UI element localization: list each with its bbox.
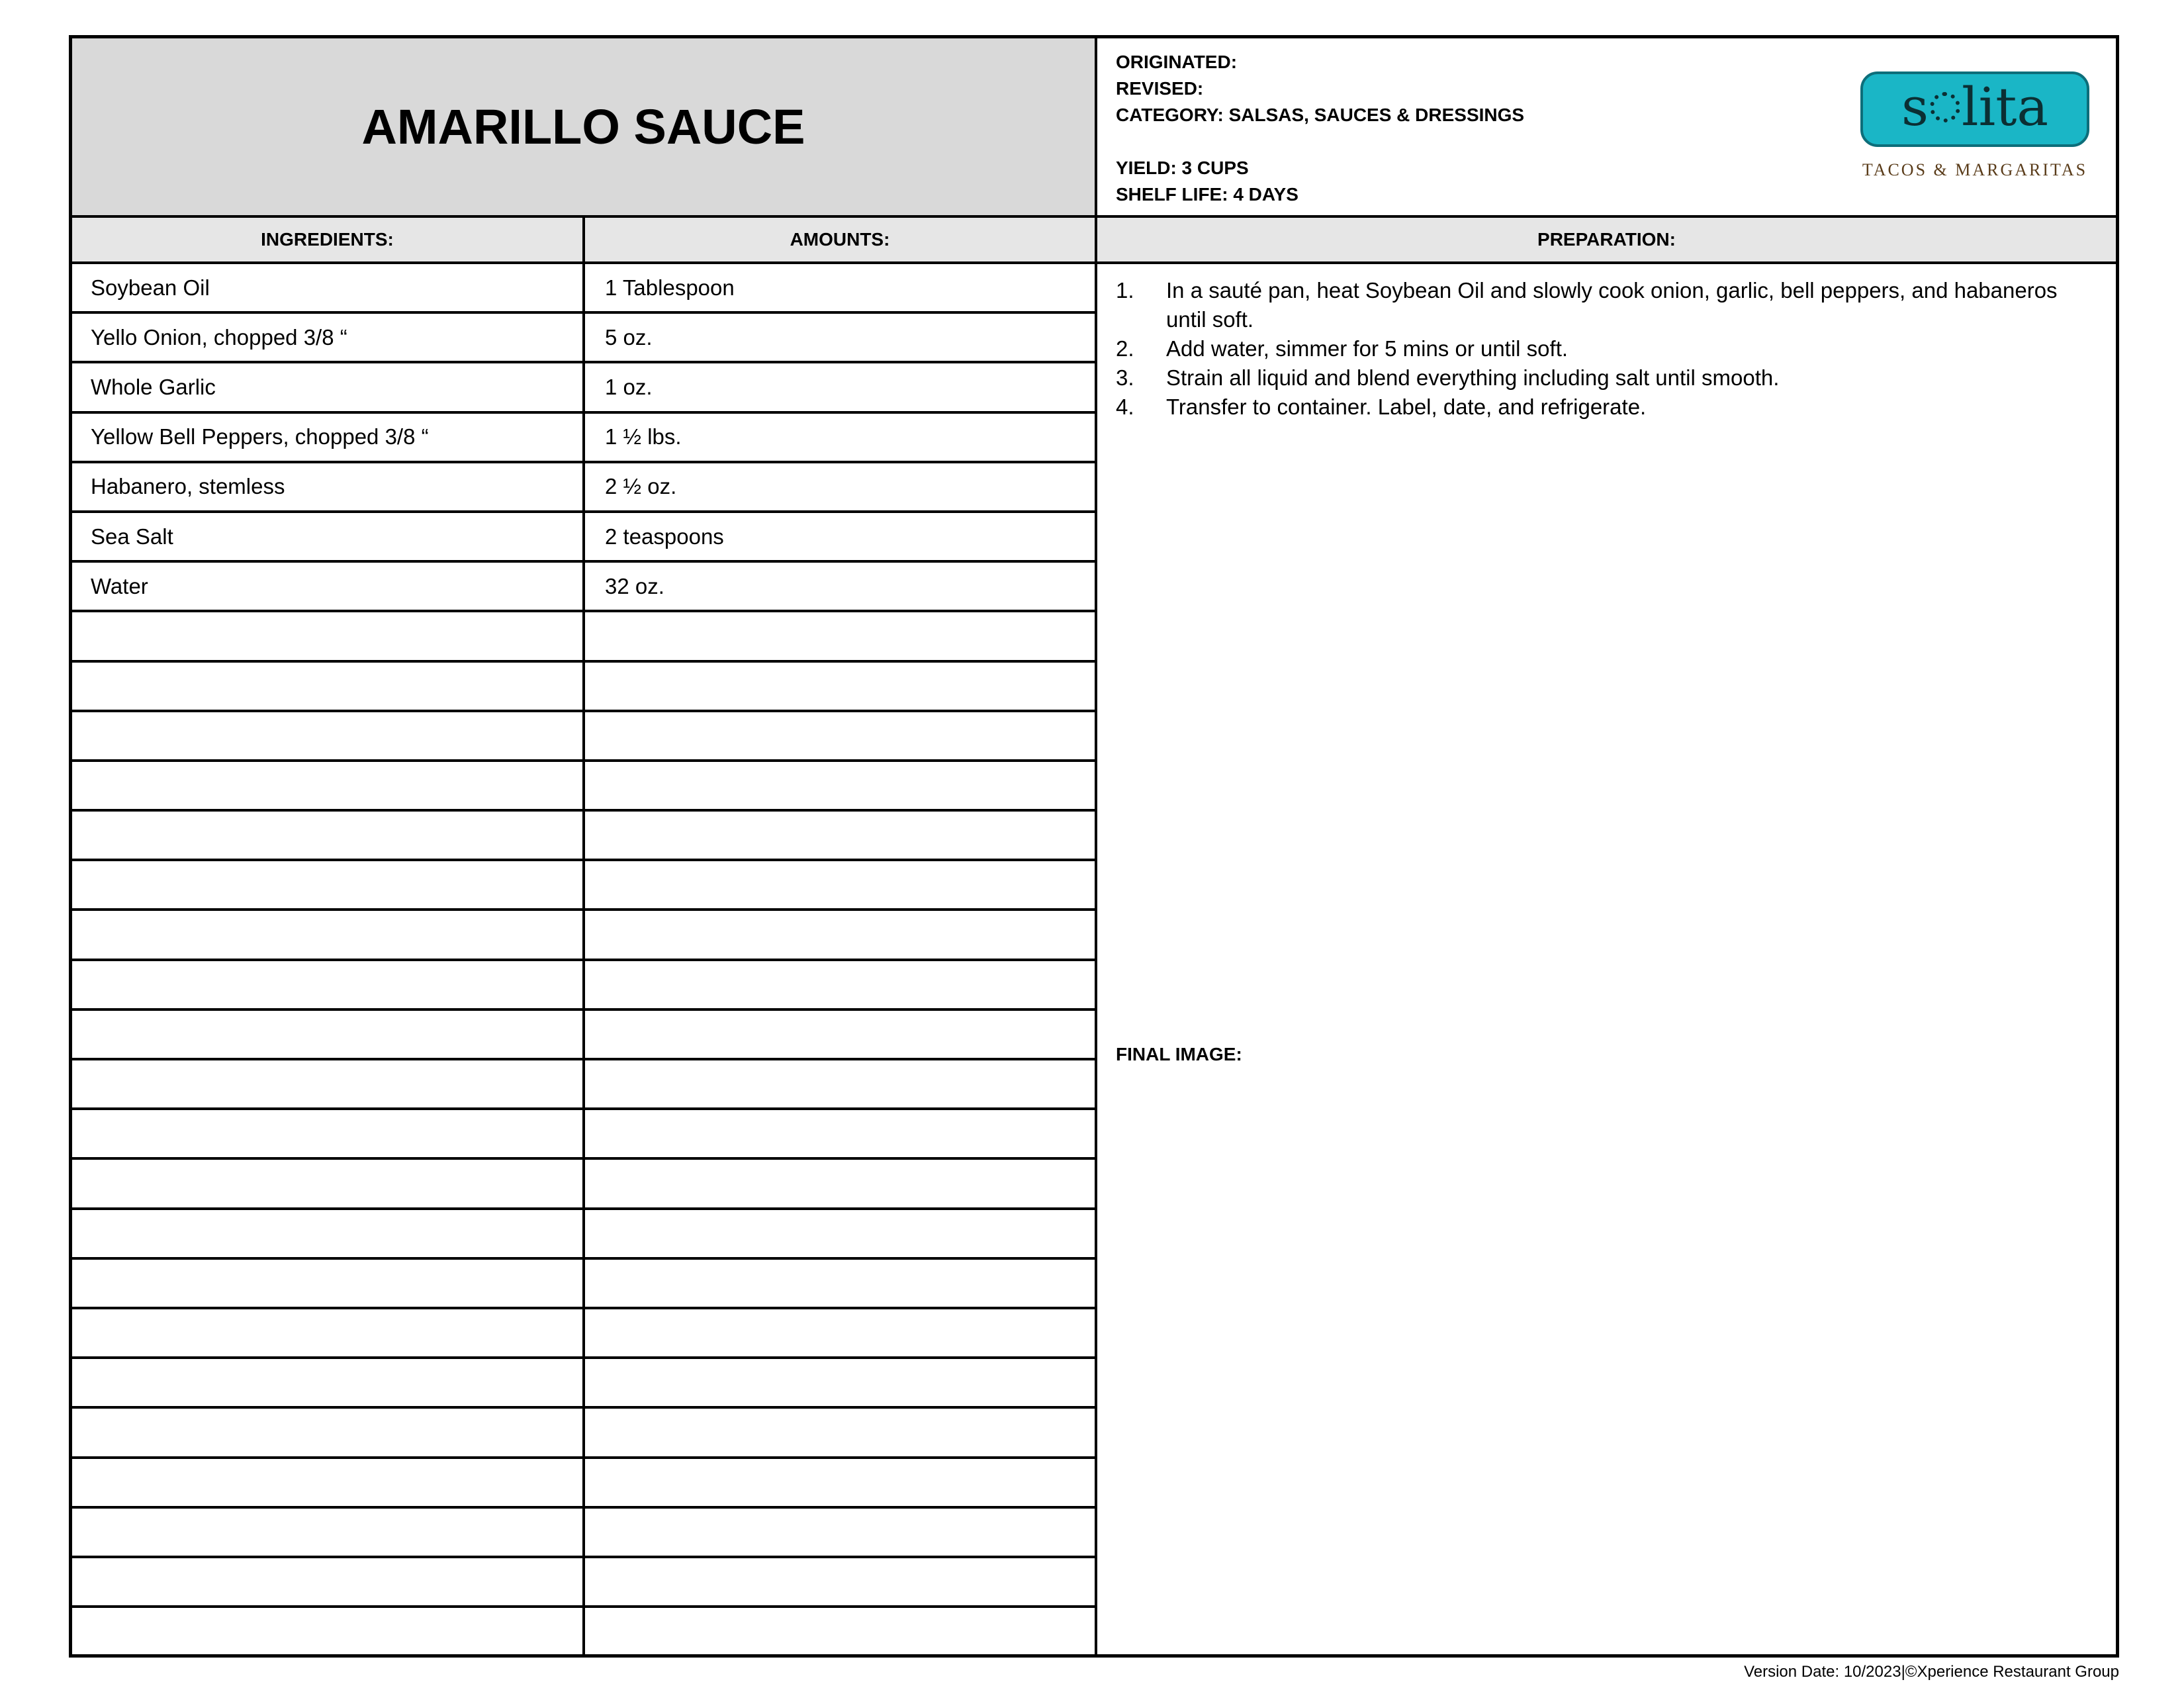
table-row — [72, 612, 1095, 662]
logo-badge — [1860, 71, 2089, 147]
table-row — [72, 1608, 1095, 1658]
title-cell — [72, 38, 1097, 218]
table-row — [72, 1359, 1095, 1409]
ingredient-name — [72, 1060, 585, 1107]
table-row — [72, 663, 1095, 712]
ingredient-name — [72, 1110, 585, 1157]
table-row — [72, 1309, 1095, 1359]
logo-word-right: lita — [1962, 76, 2049, 138]
ingredient-amount — [585, 1459, 1095, 1506]
step-number: 3. — [1116, 365, 1134, 390]
step-number: 4. — [1116, 395, 1134, 419]
table-row — [72, 961, 1095, 1011]
ingredient-name — [72, 1011, 585, 1058]
table-row — [72, 1210, 1095, 1260]
table-row — [72, 1011, 1095, 1060]
table-row — [72, 513, 1095, 563]
ingredient-amount — [585, 961, 1095, 1008]
solita-logo — [1860, 71, 2089, 224]
ingredient-name — [72, 1210, 585, 1257]
ingredient-amount — [585, 1110, 1095, 1157]
ingredient-name — [72, 1409, 585, 1456]
ingredient-name: Soybean Oil — [72, 264, 585, 311]
sun-icon — [1930, 92, 1960, 122]
table-row — [72, 363, 1095, 413]
ingredient-name — [72, 612, 585, 659]
ingredient-name — [72, 1509, 585, 1556]
step-number: 1. — [1116, 278, 1134, 303]
ingredient-table — [72, 264, 1097, 1654]
ingredient-name — [72, 1459, 585, 1506]
ingredient-amount — [585, 1509, 1095, 1556]
ingredient-amount — [585, 1011, 1095, 1058]
recipe-card — [69, 35, 2119, 1658]
table-row — [72, 463, 1095, 513]
ingredient-amount: 5 oz. — [605, 324, 653, 350]
ingredient-name: Habanero, stemless — [72, 463, 585, 510]
ingredient-amount — [585, 1060, 1095, 1107]
ingredient-name — [72, 762, 585, 809]
category-line: CATEGORY: SALSAS, SAUCES & DRESSINGS — [1116, 105, 1525, 125]
table-row — [72, 1160, 1095, 1209]
table-row — [72, 1110, 1095, 1160]
ingredient-name — [72, 1260, 585, 1307]
ingredient-name: Water — [72, 563, 585, 610]
ingredient-amount: 1 ½ lbs. — [605, 424, 682, 449]
table-row — [72, 563, 1095, 612]
ingredient-amount — [585, 1608, 1095, 1658]
preparation-step — [1116, 363, 2089, 393]
ingredient-amount: 1 oz. — [605, 374, 653, 399]
ingredient-amount: 2 teaspoons — [605, 524, 724, 549]
yield-line: YIELD: 3 CUPS — [1116, 158, 1249, 178]
ingredient-amount — [585, 911, 1095, 958]
ingredient-name — [72, 1608, 585, 1658]
table-row — [72, 1409, 1095, 1458]
table-row — [72, 314, 1095, 363]
ingredient-name — [72, 911, 585, 958]
ingredient-amount — [585, 1409, 1095, 1456]
table-row — [72, 812, 1095, 861]
preparation-step — [1116, 276, 2089, 334]
step-text: Add water, simmer for 5 mins or until soft. — [1166, 336, 1569, 361]
table-row — [72, 1509, 1095, 1558]
table-row — [72, 264, 1095, 314]
ingredient-name — [72, 861, 585, 908]
ingredient-name: Sea Salt — [72, 513, 585, 560]
ingredient-name — [72, 961, 585, 1008]
ingredient-name — [72, 1309, 585, 1356]
preparation-section — [1097, 264, 2116, 1654]
ingredient-name — [72, 712, 585, 759]
ingredient-amount — [585, 612, 1095, 659]
ingredient-amount — [585, 1260, 1095, 1307]
ingredient-name: Whole Garlic — [72, 363, 585, 410]
table-row — [72, 414, 1095, 463]
amounts-header: AMOUNTS: — [585, 218, 1097, 261]
table-row — [72, 1459, 1095, 1509]
ingredient-amount — [585, 762, 1095, 809]
ingredient-amount — [585, 1160, 1095, 1207]
version-footer: Version Date: 10/2023|©Xperience Restaurant Group — [1744, 1663, 2119, 1681]
ingredient-amount: 1 Tablespoon — [605, 275, 735, 300]
table-row — [72, 1558, 1095, 1608]
table-row — [72, 712, 1095, 762]
ingredient-amount — [585, 663, 1095, 710]
ingredients-header: INGREDIENTS: — [72, 218, 585, 261]
table-row — [72, 1260, 1095, 1309]
ingredient-name: Yello Onion, chopped 3/8 “ — [72, 314, 585, 361]
table-row — [72, 861, 1095, 911]
preparation-step — [1116, 334, 2089, 363]
ingredient-amount — [585, 812, 1095, 859]
table-row — [72, 911, 1095, 961]
ingredient-name — [72, 663, 585, 710]
preparation-header: PREPARATION: — [1537, 229, 1676, 250]
ingredient-amount — [585, 712, 1095, 759]
ingredient-name — [72, 1359, 585, 1406]
logo-word-left: s — [1901, 76, 1929, 138]
shelf-life-line: SHELF LIFE: 4 DAYS — [1116, 184, 1298, 205]
recipe-title: AMARILLO SAUCE — [361, 99, 805, 154]
recipe-meta — [1097, 38, 2116, 218]
originated-line: ORIGINATED: — [1116, 52, 1238, 72]
ingredient-name: Yellow Bell Peppers, chopped 3/8 “ — [72, 414, 585, 461]
step-text: In a sauté pan, heat Soybean Oil and slowly cook onion, garlic, bell peppers, and habaneros until soft. — [1166, 278, 2058, 332]
ingredient-amount: 2 ½ oz. — [605, 474, 677, 499]
ingredient-amount — [585, 861, 1095, 908]
revised-line: REVISED: — [1116, 78, 1204, 99]
ingredient-name — [72, 812, 585, 859]
ingredient-name — [72, 1160, 585, 1207]
step-number: 2. — [1116, 336, 1134, 361]
logo-wordmark — [1901, 76, 2049, 138]
ingredient-amount — [585, 1359, 1095, 1406]
final-image-label: FINAL IMAGE: — [1116, 1044, 1242, 1064]
ingredient-amount: 32 oz. — [605, 573, 664, 598]
table-row — [72, 1060, 1095, 1110]
step-text: Transfer to container. Label, date, and refrigerate. — [1166, 395, 1647, 419]
ingredient-amount — [585, 1210, 1095, 1257]
ingredient-name — [72, 1558, 585, 1605]
table-row — [72, 762, 1095, 812]
preparation-steps — [1116, 276, 2089, 422]
preparation-step — [1116, 393, 2089, 422]
logo-tagline: TACOS & MARGARITAS — [1862, 160, 2088, 179]
step-text: Strain all liquid and blend everything including salt until smooth. — [1166, 365, 1780, 390]
ingredient-amount — [585, 1309, 1095, 1356]
ingredient-amount — [585, 1558, 1095, 1605]
column-headers — [72, 218, 2116, 264]
